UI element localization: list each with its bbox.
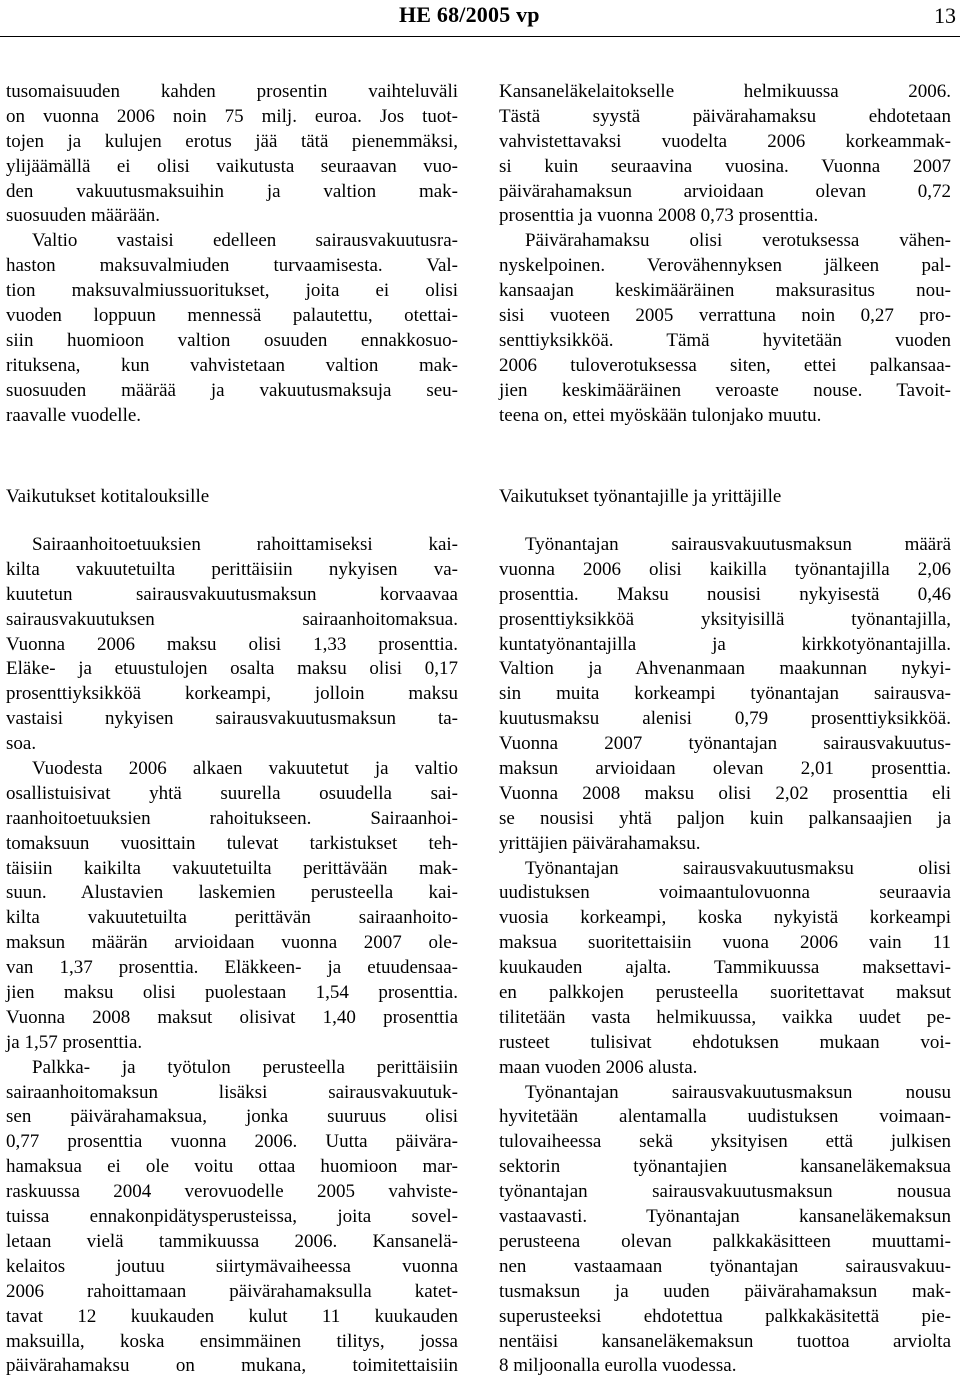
text-line: suosuuden määrään.: [6, 205, 161, 227]
text-line: Päivärahamaksu olisi verotuksessa vähen-: [525, 230, 951, 252]
text-line: tuissa ennakonpidätysperusteissa, joita sovel-: [6, 1206, 458, 1228]
text-line: kuutetun sairausvakuutusmaksun korvaavaa: [6, 583, 458, 605]
text-line: 2006 tuloverotuksessa siten, ettei palkansaa-: [499, 354, 951, 376]
text-line: suosuuden määrää ja vakuutusmaksuja seu-: [6, 379, 458, 401]
text-line: raanhoitoetuuksien rahoitukseen. Sairaanhoi-: [6, 807, 458, 829]
text-line: tilitetään vasta helmikuussa, vaikka uudet pe-: [499, 1006, 951, 1028]
text-line: päivärahamaksun arvioidaan olevan 0,72: [499, 180, 951, 202]
text-line: 2006 rahoittamaan päivärahamaksulla katet-: [6, 1280, 458, 1302]
text-line: suun. Alustavien laskemien perusteella kai-: [6, 882, 458, 904]
text-line: ja 1,57 prosenttia.: [6, 1031, 143, 1053]
left-column-body: [6, 533, 458, 1379]
text-line: se nousisi yhtä paljon kuin palkansaajien ja: [499, 807, 951, 829]
text-line: en palkkojen perusteella suoritettavat maksut: [499, 982, 951, 1004]
text-line: Tästä syystä päivärahamaksu ehdotetaan: [499, 105, 951, 127]
text-line: prosenttiyksikköä yksityisillä työnantajilla,: [499, 608, 951, 630]
text-line: prosenttia ja vuonna 2008 0,73 prosenttia.: [499, 205, 819, 227]
text-line: tulovaiheessa sekä yksityisen että julkisen: [499, 1131, 951, 1153]
text-line: kuutusmaksu alenisi 0,79 prosenttiyksikköä.: [499, 708, 951, 730]
text-line: 0,77 prosenttia vuonna 2006. Uutta päivära-: [6, 1131, 458, 1153]
text-line: hamaksua ei ole voitu ottaa huomioon mar-: [6, 1156, 458, 1178]
text-line: kansaajan keskimääräinen maksurasitus nou-: [499, 280, 951, 302]
text-line: vahvistettavaksi vuodelta 2006 korkeammak-: [499, 130, 951, 152]
text-line: tusomaisuuden kahden prosentin vaihteluväli: [6, 81, 458, 102]
text-line: sektorin työnantajien kansaneläkemaksua: [499, 1156, 951, 1178]
text-line: on vuonna 2006 noin 75 milj. euroa. Jos tuot-: [6, 105, 458, 127]
text-line: Valtion ja Ahvenanmaan maakunnan nykyi-: [499, 658, 951, 680]
text-line: Sairaanhoitoetuuksien rahoittamiseksi kai-: [32, 534, 458, 555]
page-number: 13: [934, 3, 956, 28]
text-line: tavat 12 kuukauden kulut 11 kuukauden: [6, 1305, 458, 1327]
text-line: kuntatyönantajilla ja kirkkotyönantajilla.: [499, 633, 951, 655]
text-line: sairausvakuutuksen sairaanhoitomaksua.: [6, 608, 458, 630]
header-rule: [0, 36, 960, 37]
text-line: prosenttiyksikköä korkeampi, jolloin maksu: [6, 683, 458, 705]
section-heading-employers: Vaikutukset työnantajille ja yrittäjille: [499, 486, 782, 507]
text-line: Vuonna 2007 työnantajan sairausvakuutus-: [499, 733, 951, 755]
text-line: prosenttia. Maksu nousisi nykyisestä 0,46: [499, 583, 951, 605]
text-line: Vuonna 2008 maksu olisi 2,02 prosenttia eli: [499, 782, 951, 804]
text-line: Vuonna 2006 maksu olisi 1,33 prosenttia.: [6, 633, 458, 655]
text-line: Eläke- ja etuustulojen osalta maksu olisi 0,17: [6, 658, 458, 680]
right-column-body: [499, 533, 951, 1379]
text-line: nentäisi kansaneläkemaksun tuottoa arviolta: [499, 1330, 951, 1352]
text-line: sisi vuoteen 2005 verrattuna noin 0,27 pro-: [499, 305, 951, 327]
text-line: jien maksu olisi puolestaan 1,54 prosenttia.: [6, 982, 458, 1004]
text-line: haston maksuvalmiuden turvaamisesta. Val-: [6, 255, 458, 277]
document-id: HE 68/2005 vp: [399, 2, 540, 27]
text-line: sin muita korkeampi työnantajan sairausva-: [499, 683, 951, 705]
text-line: vuoden loppuun mennessä palautettu, otettai-: [6, 305, 458, 327]
text-line: Vuonna 2008 maksut olisivat 1,40 prosenttia: [6, 1006, 458, 1028]
text-line: teena on, ettei myöskään tulonjako muutu.: [499, 404, 822, 426]
text-line: superusteeksi ehdotettua palkkakäsitettä pie-: [499, 1305, 951, 1327]
text-line: den vakuutusmaksuihin ja valtion mak-: [6, 180, 458, 202]
text-line: maksua suoritettaisiin vuona 2006 vain 11: [499, 932, 951, 954]
text-line: nen vastaamaan työnantajan sairausvakuu-: [499, 1255, 951, 1277]
text-line: kilta vakuutetuilta perittävän sairaanhoito-: [6, 907, 458, 929]
left-column-top: [6, 80, 458, 428]
text-line: vastaavasti. Työnantajan kansaneläkemaksun: [499, 1206, 951, 1228]
text-line: van 1,37 prosenttia. Eläkkeen- ja etuudensaa-: [6, 957, 458, 979]
text-line: tojen ja kulujen erotus jää tätä pienemmäksi,: [6, 130, 458, 152]
text-line: kuukauden ajalta. Tammikuussa maksettavi-: [499, 957, 951, 979]
text-line: hyvitetään alentamalla uudistuksen voimaan-: [499, 1106, 951, 1128]
text-line: letaan vielä tammikuussa 2006. Kansanelä-: [6, 1230, 458, 1252]
text-line: soa.: [6, 733, 37, 755]
text-line: sairaanhoitomaksun lisäksi sairausvakuutuk-: [6, 1081, 458, 1103]
text-line: Työnantajan sairausvakuutusmaksun nousu: [525, 1081, 951, 1103]
text-line: jien keskimääräinen veroaste nouse. Tavoit-: [499, 379, 951, 401]
text-line: raskuussa 2004 verovuodelle 2005 vahviste-: [6, 1181, 458, 1203]
text-line: vuosia korkeampi, koska nykyistä korkeampi: [499, 907, 951, 929]
text-line: siin huomioon valtion osuuden ennakkosuo-: [6, 329, 458, 351]
text-line: maan vuoden 2006 alusta.: [499, 1056, 698, 1078]
text-line: tion maksuvalmiussuoritukset, joita ei olisi: [6, 280, 458, 302]
right-column-top: [499, 80, 951, 428]
text-line: maksuilla, koska ensimmäinen tilitys, jossa: [6, 1330, 458, 1352]
text-line: päivärahamaksu on mukana, toimitettaisiin: [6, 1355, 458, 1377]
text-line: senttiyksikköä. Tämä hyvitetään vuoden: [499, 329, 951, 351]
text-line: vuonna 2006 olisi kaikilla työnantajilla 2,06: [499, 558, 951, 580]
text-line: tomaksuun vuosittain tulevat tarkistukset teh-: [6, 832, 458, 854]
text-line: nyskelpoinen. Verovähennyksen jälkeen pal-: [499, 255, 951, 277]
text-line: yrittäjien päivärahamaksu.: [499, 832, 701, 854]
text-line: rituksena, kun vahvistetaan valtion mak-: [6, 354, 458, 376]
text-line: maksun arvioidaan olevan 2,01 prosenttia.: [499, 758, 951, 780]
text-line: Työnantajan sairausvakuutusmaksu olisi: [525, 857, 951, 879]
text-line: täisiin kaikilta vakuutetuilta perittävään mak-: [6, 857, 458, 879]
text-line: kilta vakuutetuilta perittäisiin nykyisen va-: [6, 558, 458, 580]
text-line: osallistuisivat yhtä suurella osuudella sai-: [6, 782, 458, 804]
text-line: vastaisi nykyisen sairausvakuutusmaksun ta-: [6, 708, 458, 730]
text-line: raavalle vuodelle.: [6, 404, 142, 426]
section-heading-households: Vaikutukset kotitalouksille: [6, 486, 210, 507]
text-line: Valtio vastaisi edelleen sairausvakuutusra-: [32, 230, 458, 252]
text-line: maksun määrän arvioidaan vuonna 2007 ole-: [6, 932, 458, 954]
text-line: perusteena olevan palkkakäsitteen muuttami-: [499, 1230, 951, 1252]
text-line: Palkka- ja työtulon perusteella perittäisiin: [32, 1056, 458, 1078]
text-line: kelaitos joutuu siirtymävaiheessa vuonna: [6, 1255, 458, 1277]
text-line: uudistuksen voimaantulovuonna seuraavia: [499, 882, 951, 904]
text-line: sen päivärahamaksua, jonka suuruus olisi: [6, 1106, 458, 1128]
text-line: rusteet tulisivat ehdotuksen mukaan voi-: [499, 1031, 951, 1053]
text-line: tusmaksun ja uuden päivärahamaksun mak-: [499, 1280, 951, 1302]
text-line: työnantajan sairausvakuutusmaksun nousua: [499, 1181, 951, 1203]
text-line: Kansaneläkelaitokselle helmikuussa 2006.: [499, 81, 951, 102]
page-header: [0, 0, 960, 40]
text-line: ylijäämällä ei olisi vaikutusta seuraavan vuo-: [6, 155, 458, 177]
text-line: 8 miljoonalla eurolla vuodessa.: [499, 1355, 737, 1377]
text-line: Työnantajan sairausvakuutusmaksun määrä: [525, 534, 951, 555]
text-line: Vuodesta 2006 alkaen vakuutetut ja valtio: [32, 758, 458, 780]
text-line: si kuin seuraavina vuosina. Vuonna 2007: [499, 155, 951, 177]
